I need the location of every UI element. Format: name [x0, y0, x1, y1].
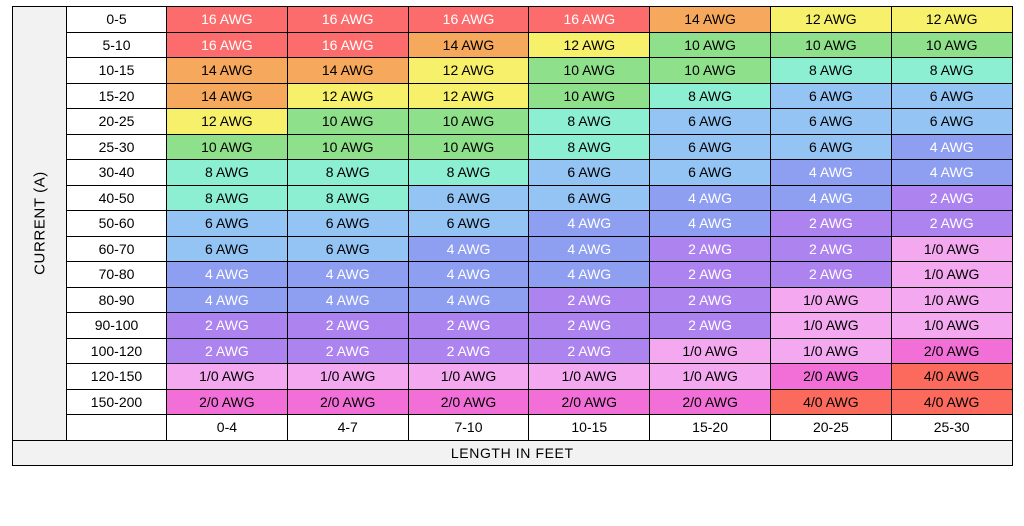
- awg-cell: 2 AWG: [167, 313, 288, 339]
- awg-cell: 4 AWG: [891, 134, 1012, 160]
- awg-cell: 16 AWG: [167, 7, 288, 33]
- awg-cell: 2 AWG: [529, 338, 650, 364]
- awg-cell: 6 AWG: [891, 109, 1012, 135]
- awg-cell: 2 AWG: [529, 313, 650, 339]
- awg-cell: 10 AWG: [287, 134, 408, 160]
- current-range-label: 15-20: [67, 83, 167, 109]
- awg-cell: 6 AWG: [287, 211, 408, 237]
- awg-cell: 8 AWG: [529, 134, 650, 160]
- awg-cell: 12 AWG: [529, 32, 650, 58]
- current-range-label: 120-150: [67, 364, 167, 390]
- table-row: [13, 262, 1013, 288]
- awg-cell: 1/0 AWG: [891, 236, 1012, 262]
- awg-cell: 12 AWG: [287, 83, 408, 109]
- awg-cell: 12 AWG: [408, 83, 529, 109]
- corner-blank-cell: [67, 415, 167, 441]
- awg-cell: 6 AWG: [891, 83, 1012, 109]
- awg-cell: 2 AWG: [770, 262, 891, 288]
- awg-cell: 2/0 AWG: [891, 338, 1012, 364]
- awg-cell: 16 AWG: [167, 32, 288, 58]
- awg-cell: 2 AWG: [529, 287, 650, 313]
- awg-cell: 1/0 AWG: [167, 364, 288, 390]
- awg-cell: 4 AWG: [891, 160, 1012, 186]
- length-range-label: 25-30: [891, 415, 1012, 441]
- awg-cell: 14 AWG: [167, 58, 288, 84]
- awg-cell: 10 AWG: [408, 109, 529, 135]
- awg-cell: 8 AWG: [770, 58, 891, 84]
- awg-cell: 1/0 AWG: [770, 287, 891, 313]
- table-row: [13, 185, 1013, 211]
- awg-cell: 10 AWG: [770, 32, 891, 58]
- awg-cell: 2 AWG: [408, 313, 529, 339]
- awg-cell: 2/0 AWG: [529, 389, 650, 415]
- awg-cell: 16 AWG: [287, 32, 408, 58]
- table-row: [13, 389, 1013, 415]
- length-range-label: 15-20: [650, 415, 771, 441]
- table-body: [13, 7, 1013, 466]
- awg-cell: 6 AWG: [287, 236, 408, 262]
- awg-cell: 4 AWG: [408, 236, 529, 262]
- awg-cell: 6 AWG: [770, 83, 891, 109]
- awg-cell: 16 AWG: [408, 7, 529, 33]
- awg-cell: 8 AWG: [167, 160, 288, 186]
- awg-cell: 14 AWG: [650, 7, 771, 33]
- awg-cell: 8 AWG: [287, 185, 408, 211]
- table-row: [13, 134, 1013, 160]
- awg-cell: 8 AWG: [408, 160, 529, 186]
- awg-cell: 10 AWG: [891, 32, 1012, 58]
- awg-cell: 6 AWG: [650, 109, 771, 135]
- current-range-label: 70-80: [67, 262, 167, 288]
- awg-cell: 4 AWG: [167, 262, 288, 288]
- awg-cell: 6 AWG: [529, 185, 650, 211]
- length-range-label: 7-10: [408, 415, 529, 441]
- table-row: [13, 58, 1013, 84]
- awg-cell: 4 AWG: [770, 160, 891, 186]
- awg-cell: 6 AWG: [770, 134, 891, 160]
- awg-cell: 14 AWG: [408, 32, 529, 58]
- awg-cell: 10 AWG: [529, 83, 650, 109]
- awg-cell: 4 AWG: [529, 262, 650, 288]
- awg-cell: 8 AWG: [650, 83, 771, 109]
- y-axis-label-text: CURRENT (A): [31, 171, 48, 276]
- awg-cell: 4 AWG: [770, 185, 891, 211]
- table-row: [13, 83, 1013, 109]
- current-range-label: 30-40: [67, 160, 167, 186]
- table-row: [13, 287, 1013, 313]
- awg-table: [12, 6, 1013, 466]
- awg-cell: 1/0 AWG: [770, 338, 891, 364]
- table-row: [13, 364, 1013, 390]
- current-range-label: 100-120: [67, 338, 167, 364]
- awg-cell: 4 AWG: [529, 236, 650, 262]
- current-range-label: 60-70: [67, 236, 167, 262]
- awg-cell: 14 AWG: [167, 83, 288, 109]
- table-row: [13, 338, 1013, 364]
- awg-cell: 12 AWG: [891, 7, 1012, 33]
- awg-cell: 2 AWG: [770, 211, 891, 237]
- table-row: [13, 109, 1013, 135]
- awg-cell: 1/0 AWG: [529, 364, 650, 390]
- awg-cell: 2/0 AWG: [287, 389, 408, 415]
- awg-cell: 10 AWG: [529, 58, 650, 84]
- awg-cell: 6 AWG: [408, 185, 529, 211]
- awg-cell: 6 AWG: [529, 160, 650, 186]
- awg-cell: 2/0 AWG: [167, 389, 288, 415]
- awg-cell: 2/0 AWG: [770, 364, 891, 390]
- awg-cell: 2 AWG: [770, 236, 891, 262]
- awg-cell: 1/0 AWG: [891, 287, 1012, 313]
- current-range-label: 25-30: [67, 134, 167, 160]
- awg-cell: 12 AWG: [167, 109, 288, 135]
- awg-cell: 12 AWG: [408, 58, 529, 84]
- awg-cell: 6 AWG: [408, 211, 529, 237]
- awg-cell: 1/0 AWG: [891, 313, 1012, 339]
- awg-cell: 4/0 AWG: [891, 364, 1012, 390]
- awg-cell: 6 AWG: [650, 160, 771, 186]
- current-range-label: 90-100: [67, 313, 167, 339]
- awg-cell: 4 AWG: [408, 262, 529, 288]
- awg-cell: 2/0 AWG: [650, 389, 771, 415]
- current-range-label: 40-50: [67, 185, 167, 211]
- current-range-label: 50-60: [67, 211, 167, 237]
- awg-cell: 1/0 AWG: [408, 364, 529, 390]
- awg-cell: 4 AWG: [408, 287, 529, 313]
- awg-cell: 2 AWG: [287, 338, 408, 364]
- awg-cell: 2 AWG: [408, 338, 529, 364]
- table-row: [13, 32, 1013, 58]
- awg-cell: 8 AWG: [167, 185, 288, 211]
- awg-cell: 6 AWG: [167, 236, 288, 262]
- length-range-label: 20-25: [770, 415, 891, 441]
- awg-cell: 14 AWG: [287, 58, 408, 84]
- awg-cell: 2/0 AWG: [408, 389, 529, 415]
- awg-cell: 2 AWG: [891, 185, 1012, 211]
- awg-cell: 2 AWG: [891, 211, 1012, 237]
- awg-cell: 1/0 AWG: [287, 364, 408, 390]
- awg-cell: 1/0 AWG: [650, 338, 771, 364]
- awg-cell: 12 AWG: [770, 7, 891, 33]
- x-axis-title-row: [13, 440, 1013, 466]
- awg-cell: 6 AWG: [167, 211, 288, 237]
- awg-cell: 16 AWG: [287, 7, 408, 33]
- awg-cell: 10 AWG: [650, 58, 771, 84]
- awg-cell: 10 AWG: [408, 134, 529, 160]
- awg-cell: 4 AWG: [167, 287, 288, 313]
- current-range-label: 5-10: [67, 32, 167, 58]
- awg-cell: 1/0 AWG: [891, 262, 1012, 288]
- awg-cell: 6 AWG: [770, 109, 891, 135]
- awg-cell: 1/0 AWG: [770, 313, 891, 339]
- x-axis-row: [13, 415, 1013, 441]
- y-axis-label: [13, 7, 67, 441]
- current-range-label: 80-90: [67, 287, 167, 313]
- awg-cell: 8 AWG: [287, 160, 408, 186]
- awg-cell: 4/0 AWG: [891, 389, 1012, 415]
- awg-cell: 1/0 AWG: [650, 364, 771, 390]
- awg-cell: 6 AWG: [650, 134, 771, 160]
- length-range-label: 4-7: [287, 415, 408, 441]
- table-row: [13, 160, 1013, 186]
- awg-cell: 8 AWG: [529, 109, 650, 135]
- awg-cell: 4 AWG: [650, 211, 771, 237]
- table-row: [13, 313, 1013, 339]
- awg-cell: 10 AWG: [650, 32, 771, 58]
- table-row: [13, 211, 1013, 237]
- awg-cell: 4/0 AWG: [770, 389, 891, 415]
- awg-cell: 4 AWG: [650, 185, 771, 211]
- awg-cell: 2 AWG: [650, 313, 771, 339]
- awg-cell: 4 AWG: [287, 262, 408, 288]
- x-axis-title: LENGTH IN FEET: [13, 440, 1013, 466]
- awg-cell: 8 AWG: [891, 58, 1012, 84]
- table-row: [13, 236, 1013, 262]
- awg-cell: 2 AWG: [167, 338, 288, 364]
- current-range-label: 10-15: [67, 58, 167, 84]
- current-range-label: 20-25: [67, 109, 167, 135]
- awg-cell: 2 AWG: [650, 287, 771, 313]
- current-range-label: 0-5: [67, 7, 167, 33]
- awg-cell: 16 AWG: [529, 7, 650, 33]
- awg-cell: 4 AWG: [529, 211, 650, 237]
- current-range-label: 150-200: [67, 389, 167, 415]
- awg-cell: 2 AWG: [287, 313, 408, 339]
- awg-cell: 4 AWG: [287, 287, 408, 313]
- awg-cell: 10 AWG: [167, 134, 288, 160]
- awg-cell: 10 AWG: [287, 109, 408, 135]
- table-row: [13, 7, 1013, 33]
- length-range-label: 10-15: [529, 415, 650, 441]
- awg-cell: 2 AWG: [650, 262, 771, 288]
- awg-cell: 2 AWG: [650, 236, 771, 262]
- length-range-label: 0-4: [167, 415, 288, 441]
